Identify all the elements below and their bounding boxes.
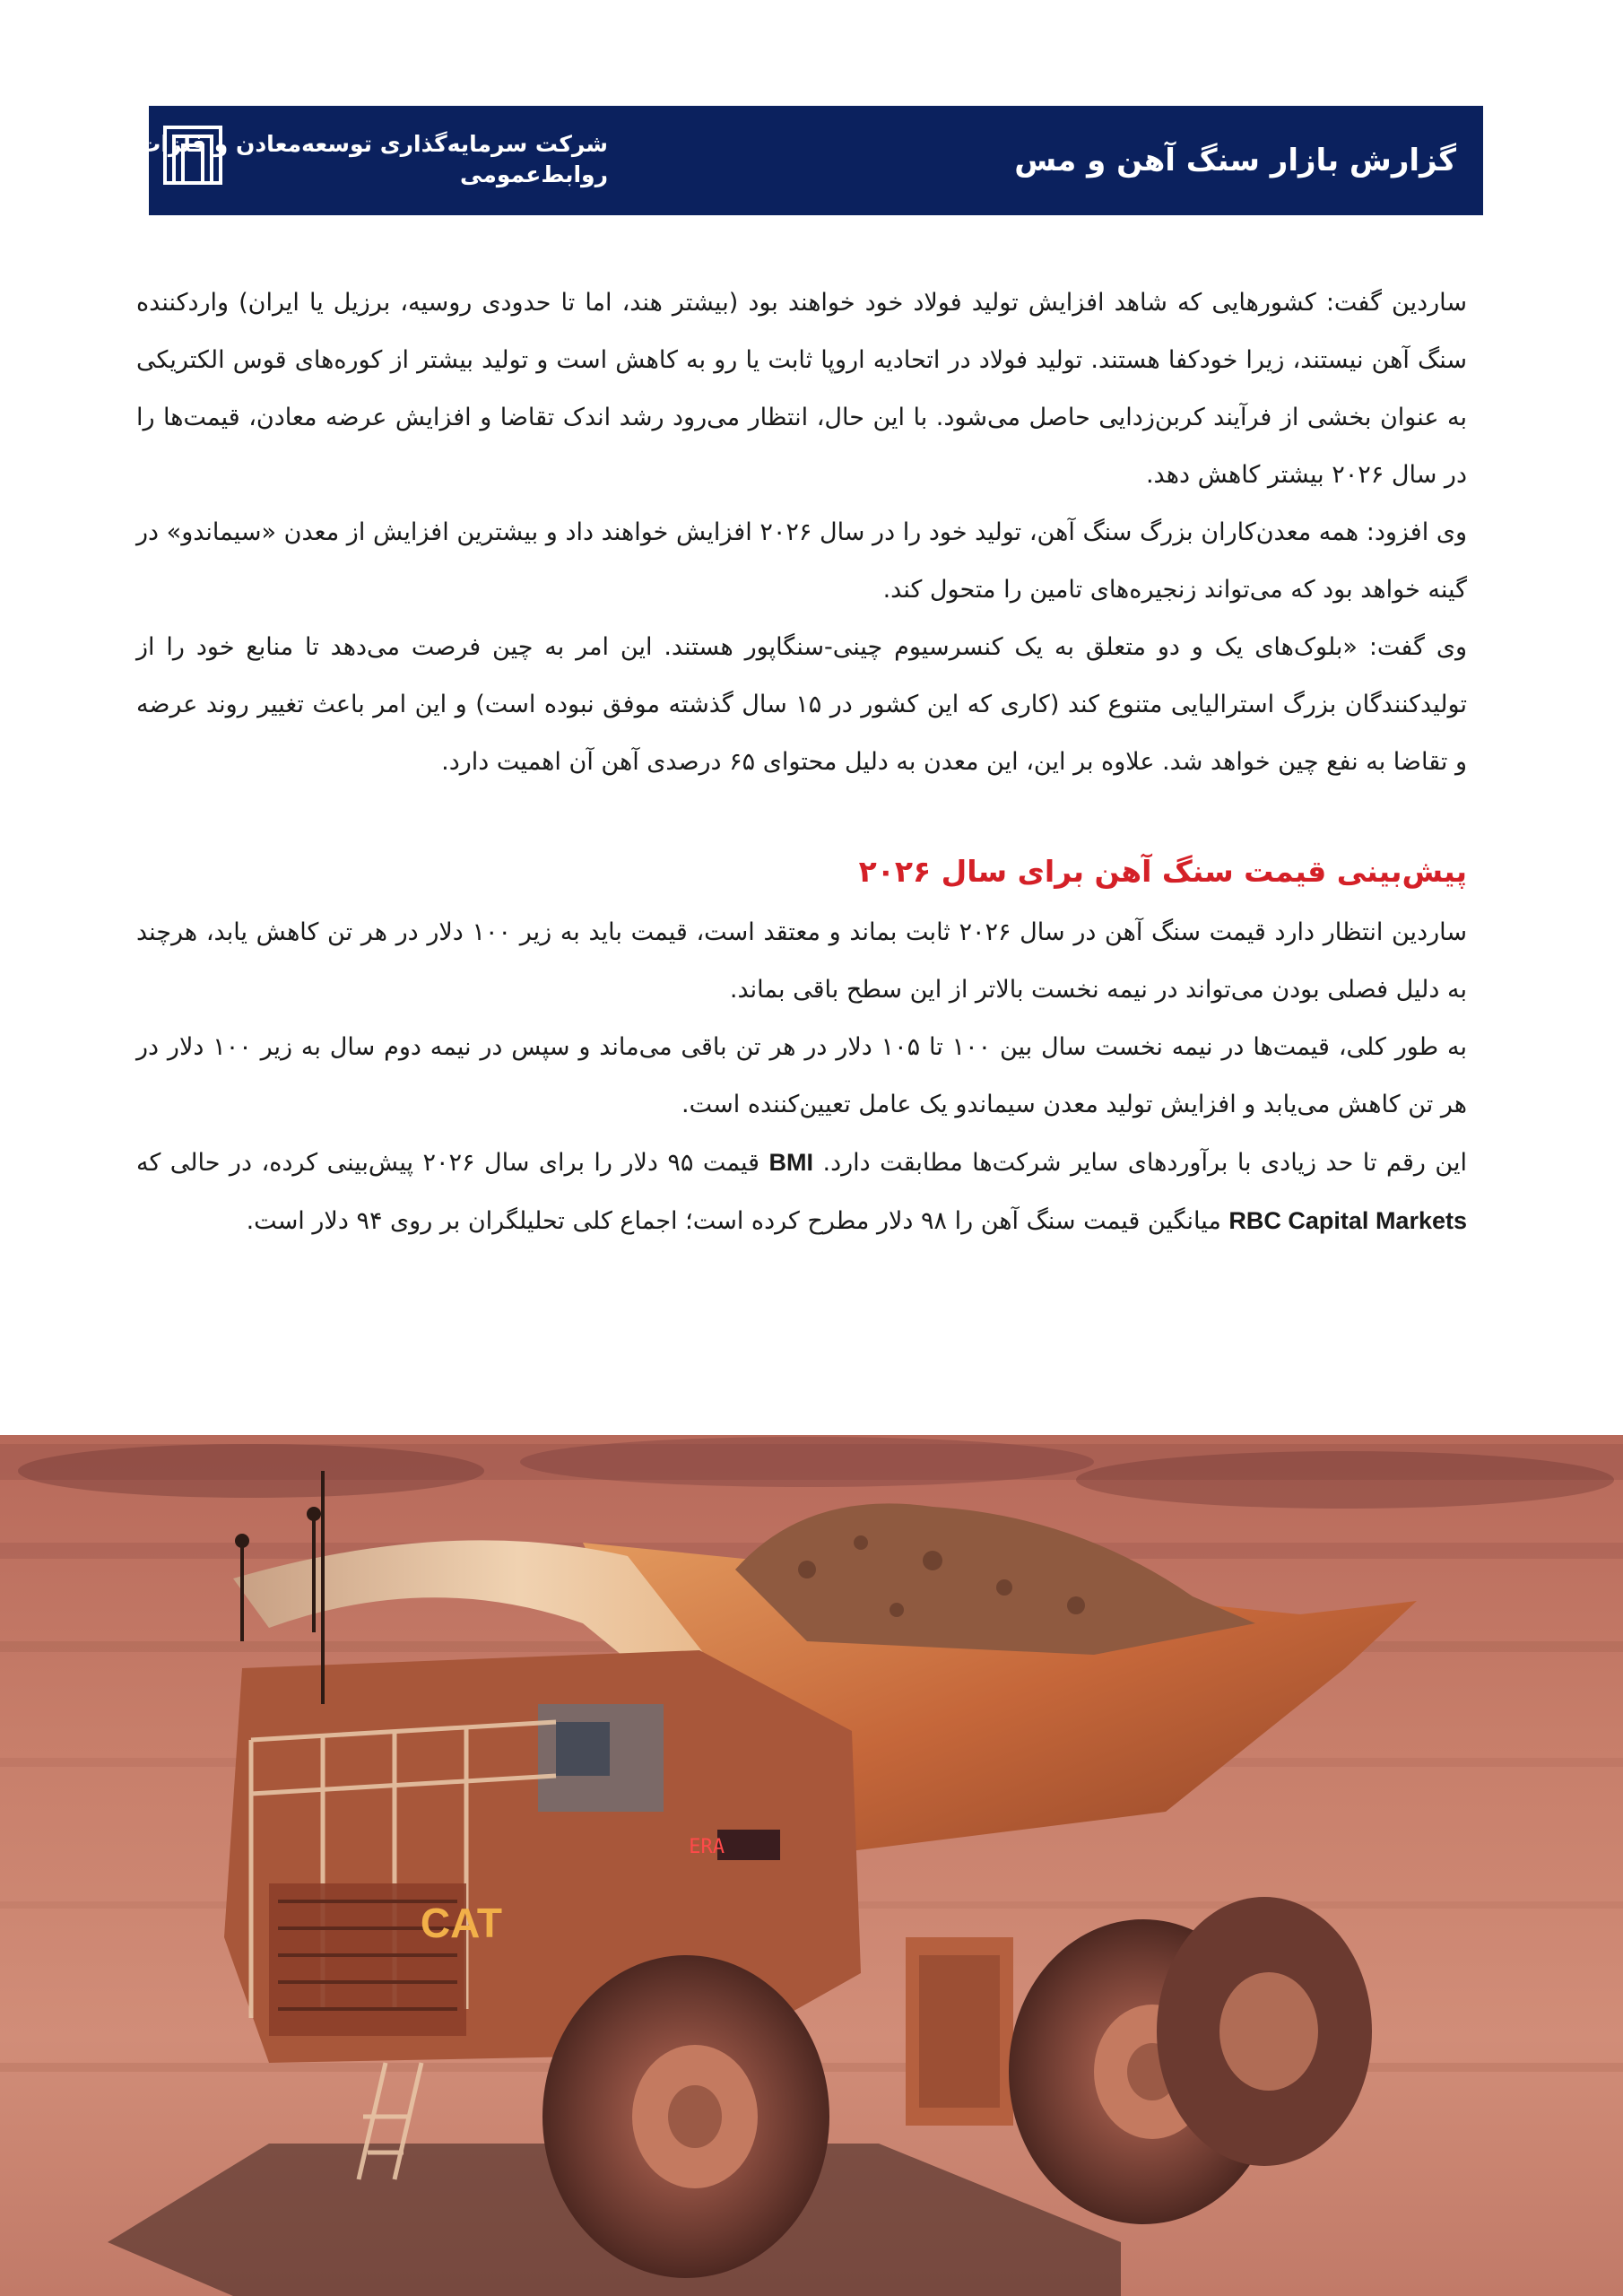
paragraph-4: ساردین انتظار دارد قیمت سنگ آهن در سال ۲۰۲۶ ثابت بماند و معتقد است، قیمت باید به زیر ۱۰۰ دلار در هر تن کاهش یابد، هرچند به دلیل فصلی بودن می‌تواند در نیمه نخست بالاتر از این سطح باقی بماند. [136,918,1467,1004]
bmi-name: BMI [768,1149,814,1176]
paragraph-2: وی افزود: همه معدن‌کاران بزرگ سنگ آهن، تولید خود را در سال ۲۰۲۶ افزایش خواهند داد و بیشترین افزایش از معدن «سیماندو» در گینه خواهد بود که می‌تواند زنجیره‌های تامین را متحول کند. [136,518,1468,604]
paragraph-6-part1: این رقم تا حد زیادی با برآوردهای سایر شرکت‌ها مطابقت دارد. [813,1149,1467,1177]
paragraph-6-part2: قیمت ۹۵ دلار را برای سال ۲۰۲۶ پیش‌بینی کرده، در حالی که [136,1149,769,1177]
header-banner [138,106,1483,215]
paragraph-5: به طور کلی، قیمت‌ها در نیمه نخست سال بین ۱۰۰ تا ۱۰۵ دلار در هر تن باقی می‌ماند و سپس در نیمه دوم سال به زیر ۱۰۰ دلار در هر تن کاهش می‌یابد و افزایش تولید معدن سیماندو یک عامل تعیین‌کننده است. [136,1033,1468,1118]
truck-display: ERA [689,1836,725,1858]
rbc-name: RBC Capital Markets [1228,1207,1467,1234]
company-name [138,129,608,190]
body-text-bottom [136,904,1467,1250]
company-logo-icon [163,126,222,185]
report-title: گزارش بازار سنگ آهن و مس [1014,143,1456,178]
paragraph-1: ساردین گفت: کشورهایی که شاهد افزایش تولید فولاد خود خواهند بود (بیشتر هند، اما تا حدودی روسیه، برزیل یا ایران) واردکننده سنگ آهن نیستند، زیرا خودکفا هستند. تولید فولاد در اتحادیه اروپا ثابت یا رو به کاهش است و تولید بیشتر از کوره‌های قوس الکتریکی به عنوان بخشی از فرآیند کربن‌زدایی حاصل می‌شود. با این حال، انتظار می‌رود رشد اندک تقاضا و افزایش عرضه معادن، قیمت‌ها را در سال ۲۰۲۶ بیشتر کاهش دهد. [136,289,1467,489]
cat-logo-text: CAT [420,1900,502,1946]
company-name-line1: شرکت سرمایه‌گذاری توسعه‌معادن و فلزات [138,131,608,157]
section-heading: پیش‌بینی قیمت سنگ آهن برای سال ۲۰۲۶ [858,854,1467,889]
company-name-line2: روابط‌عمومی [460,161,608,187]
mining-haul-truck-photo [0,1435,1623,2296]
paragraph-6 [136,1134,1467,1250]
body-text-top [136,274,1467,791]
paragraph-3: وی گفت: «بلوک‌های یک و دو متعلق به یک کنسرسیوم چینی-سنگاپور هستند. این امر به چین فرصت می‌دهد تا منابع خود را از تولیدکنندگان بزرگ استرالیایی متنوع کند (کاری که این کشور در ۱۵ سال گذشته موفق نبوده است) و این امر باعث تغییر روند عرضه و تقاضا به نفع چین خواهد شد. علاوه بر این، این معدن به دلیل محتوای ۶۵ درصدی آهن آن اهمیت دارد. [136,633,1467,776]
paragraph-6-part3: میانگین قیمت سنگ آهن را ۹۸ دلار مطرح کرده است؛ اجماع کلی تحلیلگران بر روی ۹۴ دلار است. [246,1207,1229,1235]
